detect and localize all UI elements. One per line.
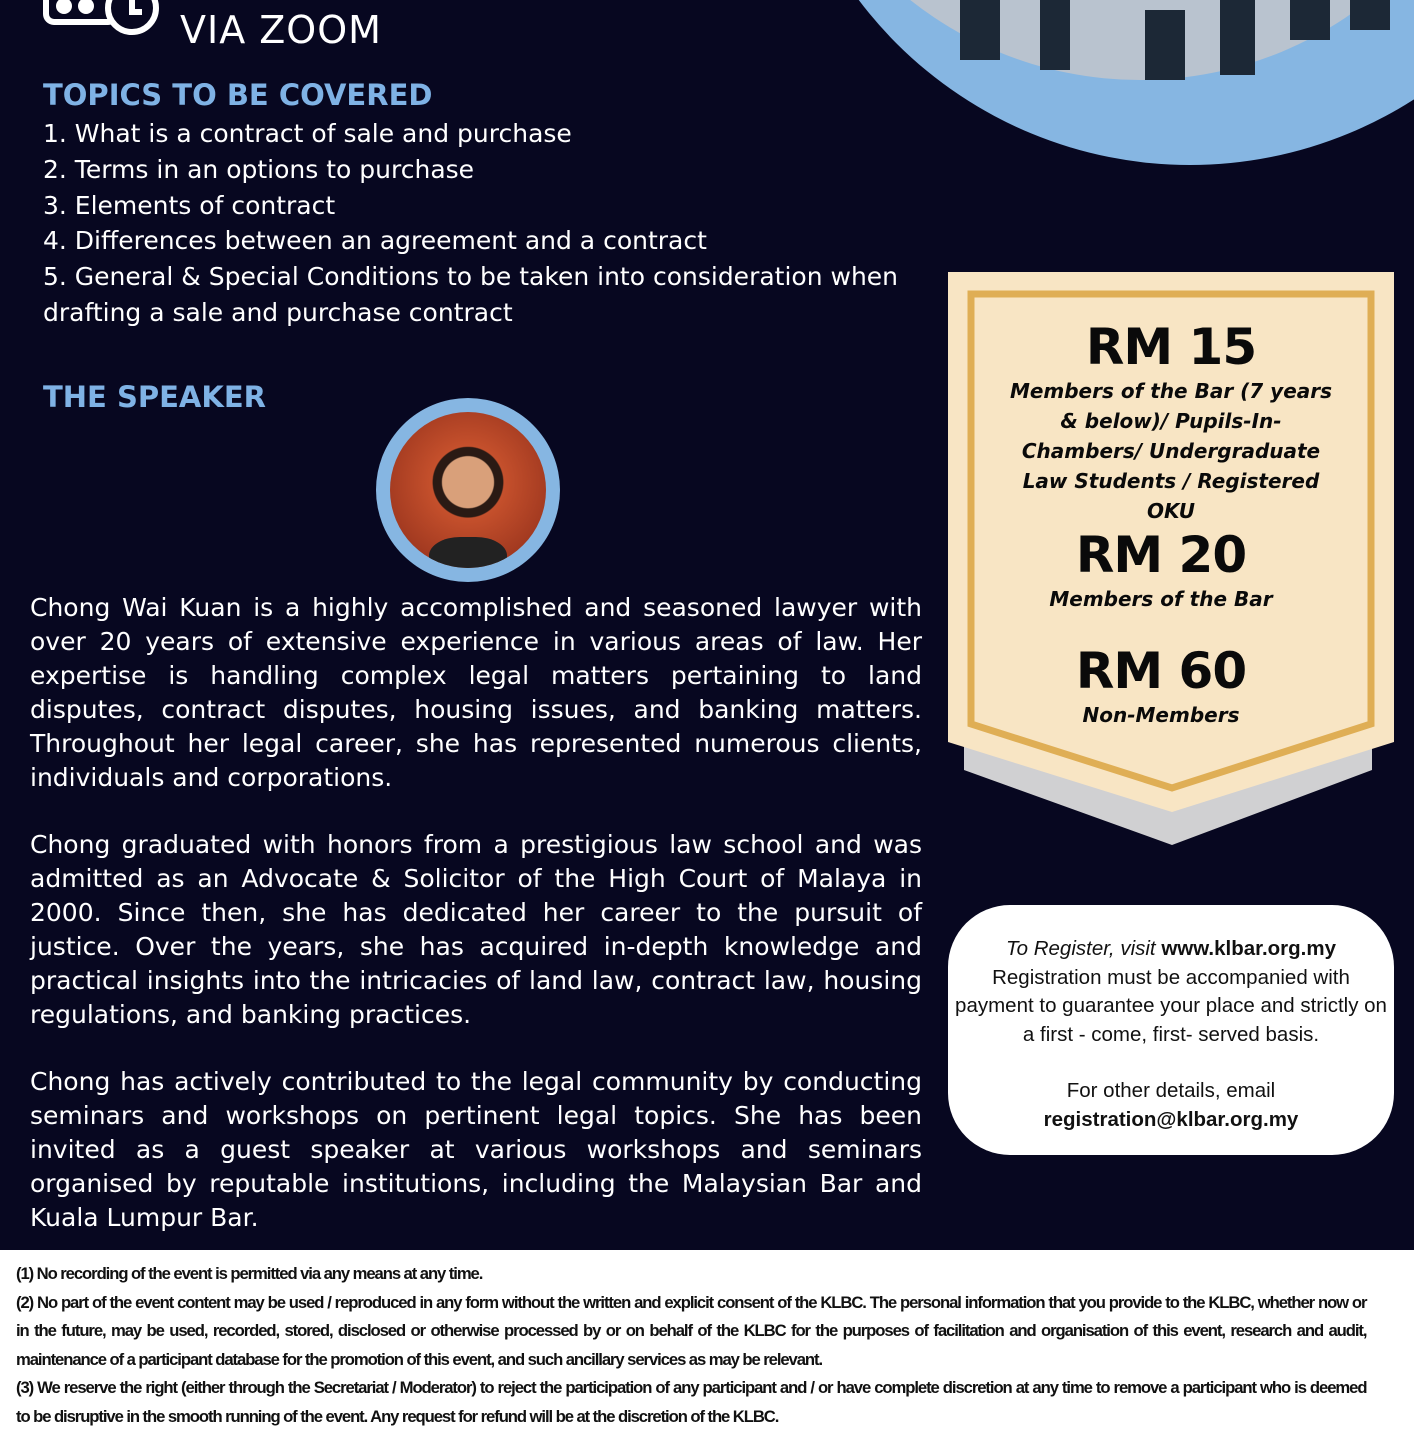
speaker-bio: Chong has actively contributed to the legal community by conducting seminars and workshops on pertinent legal topics. She has been invited as a guest speaker at various workshops and seminars organised by reputable institutions, including the Malaysian Bar and Kuala Lumpur Bar. [30, 1067, 922, 1232]
registration-box [948, 905, 1394, 1155]
fee-tier [938, 642, 1384, 730]
event-mode: VIA ZOOM [180, 8, 382, 52]
register-link[interactable]: www.klbar.org.my [1161, 937, 1337, 960]
fee-tier [948, 318, 1394, 526]
terms-footer [0, 1250, 1414, 1440]
speaker-photo [376, 398, 560, 582]
contact-label: For other details, email [1066, 1079, 1276, 1102]
fee-tier [938, 526, 1384, 614]
topics-heading: TOPICS TO BE COVERED [43, 78, 433, 112]
topic-item: 5. General & Special Conditions to be taken into consideration when drafting a sale and purchase contract [43, 262, 899, 327]
topic-item: 1. What is a contract of sale and purchase [43, 119, 572, 148]
speaker-bio: Chong Wai Kuan is a highly accomplished and seasoned lawyer with over 20 years of extensive experience in various areas of law. Her expertise is handling complex legal matters pertaining to land disputes, contract disputes, housing issues, and banking matters. Throughout her legal career, she has represented numerous clients, individuals and corporations. [30, 593, 922, 792]
fee-eligibility: Non-Members [1082, 703, 1240, 727]
topics-list [43, 116, 933, 331]
term-note: (2) No part of the event content may be used / reproduced in any form without the written and explicit consent of the KLBC. The personal information that you provide to the KLBC, whether now or in the future, may be used, recorded, stored, disclosed or otherwise processed by or on behalf of the KLBC for the purposes of facilitation and organisation of this event, research and audit, maintenance of a participant database for the promotion of this event, and such ancillary services as may be relevant. [16, 1292, 1367, 1369]
topic-item: 3. Elements of contract [43, 190, 336, 220]
fee-eligibility: Members of the Bar (7 years & below)/ Pupils-In-Chambers/ Undergraduate Law Students / Registered OKU [1009, 379, 1333, 523]
speaker-bio: Chong graduated with honors from a prestigious law school and was admitted as an Advocate & Solicitor of the High Court of Malaya in 2000. Since then, she has dedicated her career to the pursuit of justice. Over the years, she has acquired in-depth knowledge and practical insights into the intricacies of land law, contract law, housing regulations, and banking practices. [30, 830, 922, 1029]
term-note: (3) We reserve the right (either through the Secretariat / Moderator) to reject the participation of any participant and / or have complete discretion at any time to remove a participant who is deemed to be disruptive in the smooth running of the event. Any request for refund will be at the discretion of the KLBC. [16, 1378, 1367, 1426]
register-terms: Registration must be accompanied with payment to guarantee your place and strictly on a first - come, first- served basis. [955, 965, 1387, 1046]
speaker-heading: THE SPEAKER [43, 380, 266, 414]
fee-amount: RM 20 [1075, 526, 1247, 584]
fee-amount: RM 15 [1085, 318, 1257, 376]
term-note: (1) No recording of the event is permitted via any means at any time. [16, 1264, 483, 1283]
contact-email[interactable]: registration@klbar.org.my [1043, 1107, 1299, 1131]
online-clock-icon [46, 0, 156, 32]
fee-eligibility: Members of the Bar [1049, 587, 1273, 611]
topic-item: 4. Differences between an agreement and a contract [43, 226, 707, 256]
fee-amount: RM 60 [1075, 642, 1247, 700]
register-prefix: To Register, visit [1005, 937, 1162, 960]
topic-item: 2. Terms in an options to purchase [43, 154, 475, 184]
